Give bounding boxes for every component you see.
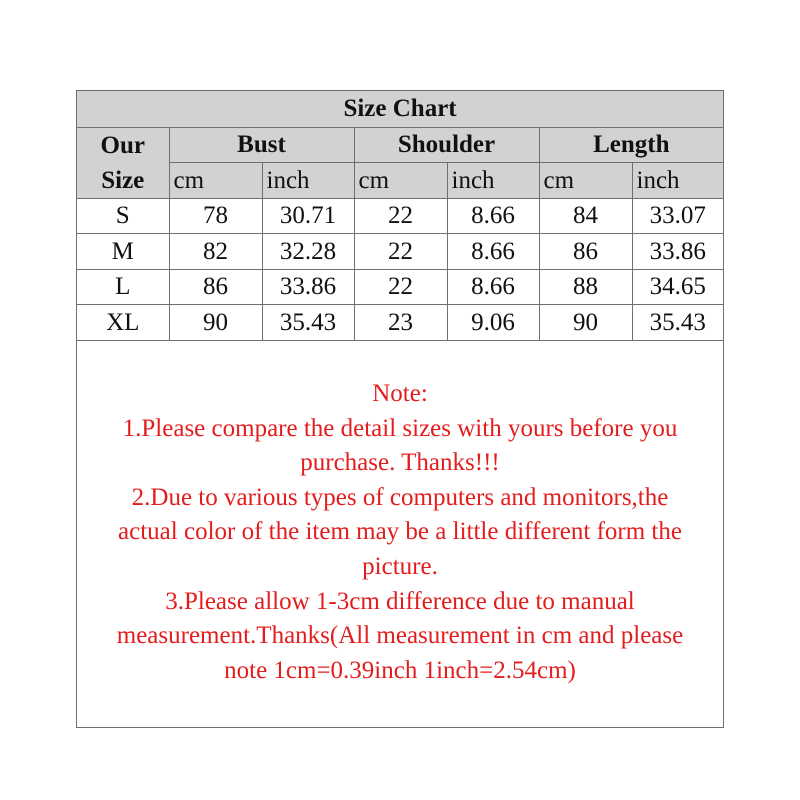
bust-header: Bust xyxy=(169,127,354,163)
note-heading: Note: xyxy=(372,380,428,407)
size-chart xyxy=(76,90,724,728)
our-size-line2: Size xyxy=(101,166,145,194)
length-cm-cell: 88 xyxy=(539,269,632,305)
length-header: Length xyxy=(539,127,723,163)
unit-header-row xyxy=(77,163,723,199)
shoulder-inch-cell: 8.66 xyxy=(447,234,539,270)
length-inch-cell: 35.43 xyxy=(632,305,723,341)
length-cm-cell: 86 xyxy=(539,234,632,270)
note-line: purchase. Thanks!!! xyxy=(300,449,500,477)
size-cell: XL xyxy=(77,305,169,341)
length-inch-unit: inch xyxy=(632,163,723,199)
length-inch-cell: 33.86 xyxy=(632,234,723,270)
length-inch-cell: 34.65 xyxy=(632,269,723,305)
chart-title: Size Chart xyxy=(77,91,723,127)
size-cell: M xyxy=(77,234,169,270)
length-cm-cell: 90 xyxy=(539,305,632,341)
bust-inch-cell: 33.86 xyxy=(262,269,354,305)
note-line: measurement.Thanks(All measurement in cm and please xyxy=(116,622,684,650)
bust-inch-cell: 35.43 xyxy=(262,305,354,341)
note-line: 2.Due to various types of computers and monitors,the xyxy=(131,483,669,511)
bust-cm-cell: 90 xyxy=(169,305,262,341)
note-line: note 1cm=0.39inch 1inch=2.54cm) xyxy=(224,656,576,684)
title-row xyxy=(77,91,723,127)
shoulder-inch-cell: 9.06 xyxy=(447,305,539,341)
bust-inch-cell: 32.28 xyxy=(262,234,354,270)
bust-cm-cell: 82 xyxy=(169,234,262,270)
size-table xyxy=(77,91,723,341)
table-row xyxy=(77,269,723,305)
bust-cm-cell: 78 xyxy=(169,198,262,234)
group-header-row xyxy=(77,127,723,163)
shoulder-cm-cell: 23 xyxy=(354,305,447,341)
our-size-line1: Our xyxy=(100,131,145,159)
shoulder-inch-cell: 8.66 xyxy=(447,269,539,305)
shoulder-cm-cell: 22 xyxy=(354,234,447,270)
shoulder-header: Shoulder xyxy=(354,127,539,163)
our-size-header xyxy=(77,127,169,198)
shoulder-inch-cell: 8.66 xyxy=(447,198,539,234)
table-row xyxy=(77,198,723,234)
bust-inch-unit: inch xyxy=(262,163,354,199)
size-cell: S xyxy=(77,198,169,234)
table-row xyxy=(77,234,723,270)
note-block xyxy=(77,377,723,688)
bust-cm-cell: 86 xyxy=(169,269,262,305)
length-cm-cell: 84 xyxy=(539,198,632,234)
length-cm-unit: cm xyxy=(539,163,632,199)
note-line: 1.Please compare the detail sizes with yours before you xyxy=(122,414,678,442)
shoulder-cm-unit: cm xyxy=(354,163,447,199)
note-line: actual color of the item may be a little different form the xyxy=(118,518,682,546)
shoulder-cm-cell: 22 xyxy=(354,269,447,305)
note-line: picture. xyxy=(362,552,438,580)
bust-inch-cell: 30.71 xyxy=(262,198,354,234)
bust-cm-unit: cm xyxy=(169,163,262,199)
size-cell: L xyxy=(77,269,169,305)
shoulder-inch-unit: inch xyxy=(447,163,539,199)
table-row xyxy=(77,305,723,341)
note-line: 3.Please allow 1-3cm difference due to manual xyxy=(165,587,635,615)
length-inch-cell: 33.07 xyxy=(632,198,723,234)
shoulder-cm-cell: 22 xyxy=(354,198,447,234)
